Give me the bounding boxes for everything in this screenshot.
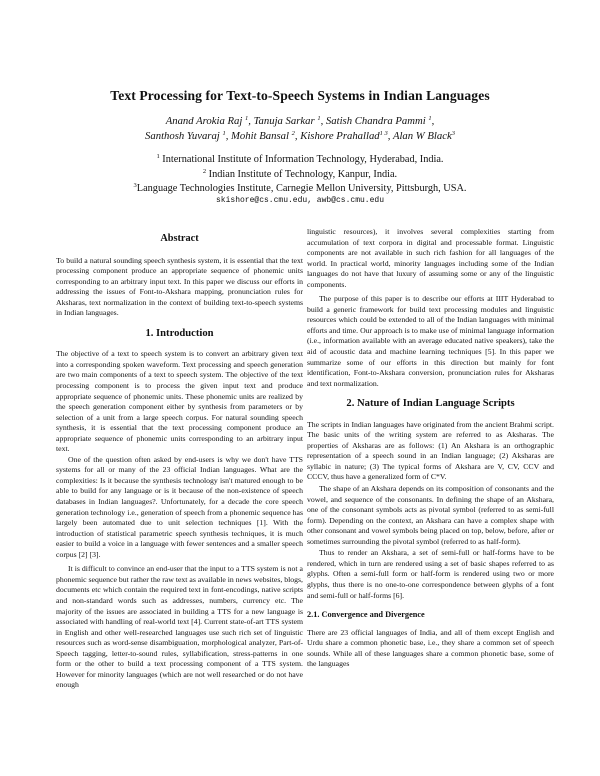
- author-affil-mark: 2: [291, 130, 295, 137]
- affiliation-mark: 3: [133, 182, 137, 189]
- author-affil-mark: 1: [428, 115, 432, 122]
- affiliation-text: International Institute of Information Technology, Hyderabad, India.: [162, 154, 444, 165]
- author-line-1: Anand Arokia Raj $^1$, Tanuja Sarkar $^1$, Satish Chandra Pammi $^1$,: [165, 115, 435, 127]
- affiliation-3: [0, 182, 600, 197]
- scripts-paragraph-2: The shape of an Akshara depends on its composition of consonants and the vowel, and sequence of the consonants. In defining the shape of an Akshara, one of the consonant symbols acts as pivotal symbol (referred to as semi-full form). Depending on the context, an Akshara can have a complex shape with other consonant and vowel symbols being placed on top, below, before, after or sometimes surrounding the pivotal symbol (referred to as half-form).: [307, 484, 554, 546]
- affiliation-1: [0, 153, 600, 168]
- author-affil-mark: 1: [244, 115, 249, 122]
- author-line-2: Santhosh Yuvaraj $^1$, Mohit Bansal $^2$, Kishore Prahallad$^{1 3}$, Alan W Black$^3$: [145, 130, 455, 142]
- affiliation-mark: 1: [156, 153, 160, 160]
- author-name: Tanuja Sarkar: [253, 115, 315, 127]
- author-affil-mark: 1: [317, 115, 321, 122]
- author-name: Alan W Black: [392, 130, 452, 142]
- affiliation-text: Language Technologies Institute, Carnegie Mellon University, Pittsburgh, USA.: [136, 183, 467, 194]
- section-2-heading: 2. Nature of Indian Language Scripts: [346, 398, 515, 410]
- convergence-paragraph-1: There are 23 official languages of India, and all of them except English and Urdu share a common phonetic base, i.e., they share a common set of speech sounds. While all of these languages share a common phonetic base, some of the languages: [307, 627, 554, 669]
- right-column: [307, 227, 554, 670]
- author-name: Anand Arokia Raj: [165, 115, 243, 127]
- author-affil-mark: 3: [451, 130, 455, 137]
- abstract-text: To build a natural sounding speech synthesis system, it is essential that the text processing component produce an appropriate sequence of phonemic units corresponding to an arbitrary input text. In this paper we discuss our efforts in addressing the issues of Font-to-Akshara mapping, pronunciation rules for Aksharas, text normalization in the context of building text-to-speech systems in Indian languages.: [56, 255, 303, 318]
- contact-email[interactable]: skishore@cs.cmu.edu, awb@cs.cmu.edu: [215, 196, 385, 205]
- author-name: Satish Chandra Pammi: [325, 115, 426, 127]
- author-affil-mark: 1: [222, 130, 226, 137]
- abstract-heading: Abstract: [160, 233, 199, 244]
- author-affil-mark: 1 3: [379, 130, 388, 137]
- affiliation-mark: 2: [202, 167, 207, 175]
- left-column: [56, 230, 303, 691]
- author-name: Kishore Prahallad: [300, 130, 380, 142]
- scripts-paragraph-3: Thus to render an Akshara, a set of semi-full or half-forms have to be rendered, which in turn are rendered using a set of basic shapes referred to as glyphs. Often a semi-full form or half-form is rendered using two or more glyphs, thus there is no one-to-one correspondence between glyphs of a font and semi-full or half-forms [6].: [307, 548, 554, 600]
- intro-paragraph-2: One of the question often asked by end-users is why we don't have TTS systems for all or many of the 23 official Indian languages. What are the complexities: Is it because the synthesis technology isn't matured enough to be able to build for any language or is it because of the non-existence of speech databases in Indian languages?. Unfortunately, for a decade the core speech generation technology i.e., generation of speech from a phonemic sequence has largely been automated due to unit selection techniques [1]. With the introduction of statistical parametric speech synthesis techniques, it is much easier to build a voice in a language with fewer sentences and a smaller speech corpus [2] [3].: [56, 454, 303, 559]
- scripts-paragraph-1: The scripts in Indian languages have originated from the ancient Brahmi script. The basic units of the writing system are referred to as Aksharas. The properties of Aksharas are as follows: (1) An Akshara is an orthographic representation of a speech sound in an Indian language; (2) Aksharas are syllabic in nature; (3) The typical forms of Akshara are V, CV, CCV and CCCV, thus have a generalized form of C*V.: [307, 419, 554, 482]
- author-list: [0, 114, 600, 144]
- author-name: Santhosh Yuvaraj: [145, 130, 220, 142]
- author-name: Mohit Bansal: [231, 130, 289, 142]
- section-1-heading: 1. Introduction: [145, 327, 214, 339]
- affiliation-list: [0, 153, 600, 197]
- intro-paragraph-3-cont: linguistic resources), it involves several complexities starting from accumulation of text corpora in digital and processable format. Linguistic components are not available in such rich fashion for all languages of the world. In practical world, minority languages including some of the Indian languages do not have that luxury of assuming some or any of the linguistic components.: [307, 227, 554, 289]
- intro-paragraph-1: The objective of a text to speech system is to convert an arbitrary given text into a corresponding spoken waveform. Text processing and speech generation are two main components of a text to speech system. The objective of the text processing component is to process the given input text and produce appropriate sequence of phonemic units. These phonemic units are realized by the speech generation component either by synthesis from parameters or by selection of a unit from a large speech corpus. For natural sounding speech synthesis, it is essential that the text processing component produce an appropriate sequence of phonemic units corresponding to an arbitrary input text.: [56, 349, 303, 454]
- affiliation-2: [0, 168, 600, 183]
- intro-paragraph-3: It is difficult to convince an end-user that the input to a TTS system is not a phonemic sequence but rather the raw text as available in news websites, blogs, documents etc which contain the required text in font-encodings, native scripts and non-standard words such as addresses, numbers, currency etc. The majority of the issues are associated in building a TTS for a new language is associated with handling of real-world text [4]. Current state-of-art TTS system in English and other well-researched languages use such rich set of linguistic resources such as word-sense disambiguation, morphological analyzer, Part-of-Speech tagging, letter-to-sound rules, syllabification, stress-patterns in one form or the other to build a text processing component of a TTS system. However for minority languages (which are not well researched or do not have enough: [56, 564, 303, 690]
- intro-paragraph-4: The purpose of this paper is to describe our efforts at IIIT Hyderabad to build a generic framework for build text processing modules and linguistic resources which could be extended to all of the Indian languages with minimal efforts and time. Our approach is to make use of minimal language information (i.e., information available with an average educated native speakers), take the aid of acoustic data and machine learning techniques [5]. In this paper we summarize some of our efforts in this direction but mainly for font identification, Font-to-Akshara conversion, pronunciation rules for Aksharas and text normalization.: [307, 294, 554, 388]
- affiliation-text: Indian Institute of Technology, Kanpur, India.: [208, 168, 398, 180]
- section-2-1-heading: 2.1. Convergence and Divergence: [307, 610, 425, 620]
- paper-title: Text Processing for Text-to-Speech Systems in Indian Languages: [110, 88, 490, 103]
